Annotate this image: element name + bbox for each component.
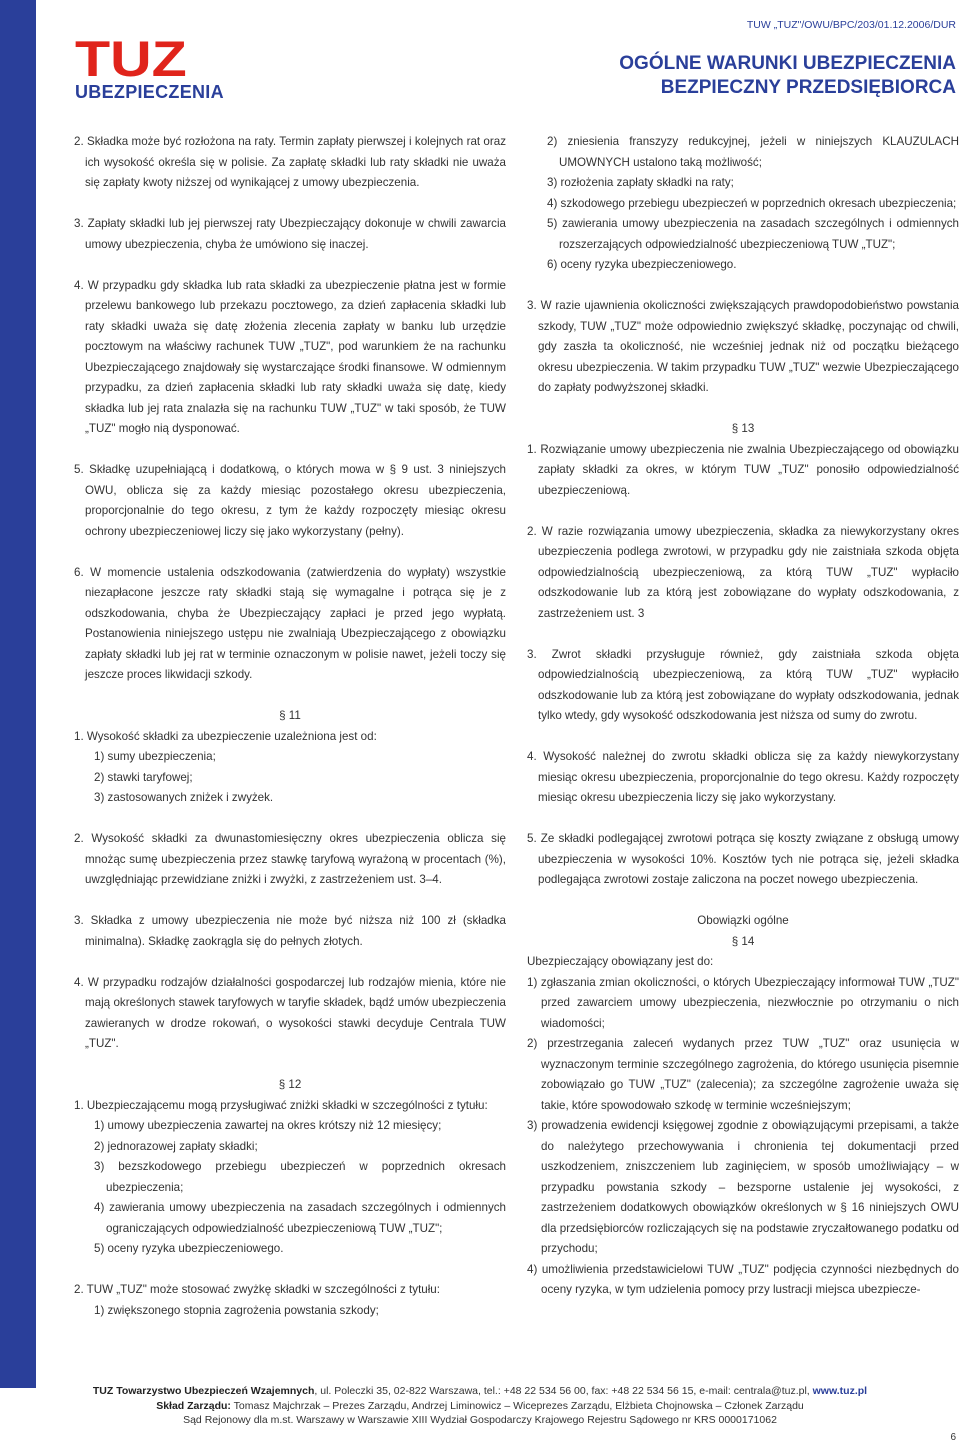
section-12-heading: § 12 (278, 1078, 302, 1091)
list-item: 4) zawierania umowy ubezpieczenia na zasadach szczególnych i odmiennych ograniczających odpowiedzialność ubezpieczeniową TUW „TUZ"; (94, 1201, 506, 1235)
footer-line-1 (0, 1384, 960, 1399)
s12-point-2: 2. TUW „TUZ" może stosować zwyżkę składki w szczególności z tytułu: (74, 1283, 440, 1296)
list-item: 1) zgłaszania zmian okoliczności, o których Ubezpieczający informował TUW „TUZ" przed zawarciem umowy ubezpieczenia, niezwłocznie po otrzymaniu o nich wiadomości; (527, 975, 959, 1030)
title-line-1: OGÓLNE WARUNKI UBEZPIECZENIA (619, 53, 956, 74)
tuz-logo (75, 31, 235, 104)
list-item: 1) umowy ubezpieczenia zawartej na okres krótszy niż 12 miesięcy; (94, 1119, 442, 1132)
s13-point-3: 3. Zwrot składki przysługuje również, gdy zaistniała szkoda objęta odpowiedzialnością ubezpieczeniową, za którą TUW „TUZ" wypłaciło odszkodowanie lub za którą jest zobowiązane do wypłaty odszkodowania, jednak tylko wtedy, gdy wysokość odszkodowania jest niższa od sumy do zwrotu. (527, 647, 959, 722)
right-column (527, 132, 959, 1301)
s13-point-1: 1. Rozwiązanie umowy ubezpieczenia nie zwalnia Ubezpieczającego od obowiązku zapłaty składki za okres, w którym TUW „TUZ" ponosiło odpowiedzialność ubezpieczeniową. (527, 442, 959, 497)
obligations-heading: Obowiązki ogólne (697, 914, 789, 927)
title-line-2: BEZPIECZNY PRZEDSIĘBIORCA (660, 77, 956, 98)
list-item: 1) zwiększonego stopnia zagrożenia powstania szkody; (94, 1303, 379, 1317)
list-item: 3) prowadzenia ewidencji księgowej zgodnie z obowiązującymi przepisami, a także do należytego przechowywania i chronienia tej dokumentacji przed uszkodzeniem, zniszczeniem lub zaginięciem, w sposób umożliwiający – w przypadku powstania szkody – bezsporne ustalenie jej wysokości, z zastrzeżeniem dodatkowych obowiązków określonych w § 16 niniejszych OWU dla przedsiębiorców rozliczających się na podstawie zryczałtowanego podatku od przychodu; (527, 1119, 959, 1255)
section-11-heading: § 11 (279, 709, 301, 722)
footer-board: Tomasz Majchrzak – Prezes Zarządu, Andrzej Liminowicz – Wiceprezes Zarządu, Elżbieta Chojnowska – Członek Zarządu (230, 1399, 804, 1412)
section-13-heading: § 13 (731, 422, 755, 435)
paragraph-2: 2. Składka może być rozłożona na raty. Termin zapłaty pierwszej i kolejnych rat oraz ich wysokość określa się w polisie. Za zapłatę składki lub raty składki nie uważa się zapłaty kwoty niższej od wynikającej z umowy ubezpieczenia. (74, 135, 506, 189)
list-item: 2) zniesienia franszyzy redukcyjnej, jeżeli w niniejszych KLAUZULACH UMOWNYCH ustalono taką możliwość; (547, 135, 959, 169)
s11-point-4: 4. W przypadku rodzajów działalności gospodarczej lub rodzajów mienia, które nie mają określonych stawek taryfowych w taryfie składek, bądź umów ubezpieczenia zawieranych w drodze rokowań, o wysokości stawki decyduje Centrala TUW „TUZ". (74, 975, 506, 1050)
list-item: 5) oceny ryzyka ubezpieczeniowego. (94, 1242, 284, 1255)
list-item: 3) zastosowanych zniżek i zwyżek. (94, 791, 274, 804)
s11-point-3: 3. Składka z umowy ubezpieczenia nie może być niższa niż 100 zł (składka minimalna). Składkę zaokrągla się do pełnych złotych. (74, 914, 506, 948)
section-14-heading: § 14 (731, 934, 755, 948)
footer-company: TUZ Towarzystwo Ubezpieczeń Wzajemnych (92, 1385, 315, 1397)
footer-court: Sąd Rejonowy dla m.st. Warszawy w Warszawie XIII Wydział Gospodarczy Krajowego Rejestru Sądowego nr KRS 0000171062 (183, 1414, 777, 1426)
footer-website-link[interactable]: www.tuz.pl (812, 1385, 868, 1397)
page-title (619, 52, 956, 100)
footer (0, 1384, 960, 1428)
list-item: 3) bezszkodowego przebiegu ubezpieczeń w poprzednich okresach ubezpieczenia; (94, 1160, 506, 1194)
list-item: 4) szkodowego przebiegu ubezpieczeń w poprzednich okresach ubezpieczenia; (547, 196, 957, 210)
footer-line-2 (0, 1399, 960, 1414)
paragraph-6: 6. W momencie ustalenia odszkodowania (zatwierdzenia do wypłaty) wszystkie niezapłacone jeszcze raty składki stają się wymagalne i potrąca się je z odszkodowania, chyba że Ubezpieczający zapłaci je przed jego wypłatą. Postanowienia niniejszego ustępu nie zwalniają Ubezpieczającego z obowiązku zapłaty składki lub jej rat w terminie oznaczonym w polisie nawet, jeżeli toczy się jeszcze proces likwidacji szkody. (74, 565, 506, 681)
logo-wordmark: TUZ (75, 31, 187, 87)
list-item: 1) sumy ubezpieczenia; (94, 750, 216, 763)
list-item: 2) jednorazowej zapłaty składki; (94, 1139, 258, 1153)
s13-point-2: 2. W razie rozwiązania umowy ubezpieczenia, składka za niewykorzystany okres ubezpieczenia podlega zwrotowi, w przypadku gdy nie zaistniała szkoda objęta odpowiedzialnością ubezpieczeniową, za którą TUW „TUZ" wypłaciło odszkodowanie lub za którą jest zobowiązane do wypłaty odszkodowania, z zastrzeżeniem ust. 3 (527, 524, 959, 620)
left-accent-bar (0, 0, 36, 1388)
list-item: 2) przestrzegania zaleceń wydanych przez TUW „TUZ" oraz usunięcia w wyznaczonym terminie szczególnego zagrożenia, do którego usunięcia pisemnie zobowiązało go TUW „TUZ" (zalecenia); za szczególne zagrożenie uważa się takie, które spowodowało szkodę w terminie wcześniejszym; (527, 1037, 959, 1112)
s11-point-1: 1. Wysokość składki za ubezpieczenie uzależniona jest od: (74, 729, 377, 743)
list-item: 3) rozłożenia zapłaty składki na raty; (547, 176, 734, 189)
s12-point-3: 3. W razie ujawnienia okoliczności zwiększających prawdopodobieństwo powstania szkody, TUW „TUZ" może odpowiednio zwiększyć składkę, poczynając od chwili, gdy zaszła ta okoliczność, nie wcześniej jednak niż od początku bieżącego okresu ubezpieczenia. W takim przypadku TUW „TUZ" wezwie Ubezpieczającego do zapłaty podwyższonej składki. (527, 299, 959, 394)
s12-point-1: 1. Ubezpieczającemu mogą przysługiwać zniżki składki w szczególności z tytułu: (74, 1098, 488, 1112)
footer-address: , ul. Poleczki 35, 02-822 Warszawa, tel.: +48 22 534 56 00, fax: +48 22 534 56 15, e-mail: centrala@tuz.pl, (314, 1385, 813, 1397)
list-item: 5) zawierania umowy ubezpieczenia na zasadach szczególnych i odmiennych rozszerzających odpowiedzialność ubezpieczeniową TUW „TUZ"; (547, 217, 959, 251)
left-column (74, 132, 506, 1321)
s13-point-4: 4. Wysokość należnej do zwrotu składki oblicza się za każdy niewykorzystany miesiąc okresu ubezpieczenia, proporcjonalnie do tego okresu. Każdy rozpoczęty miesiąc okresu ubezpieczenia liczy się jako wykorzystany. (527, 750, 959, 804)
s13-point-5: 5. Ze składki podlegającej zwrotowi potrąca się koszty związane z obsługą umowy ubezpieczenia w wysokości 10%. Kosztów tych nie potrąca się, jeżeli składka podlegająca zwrotowi zostaje zaliczona na poczet nowego ubezpieczenia. (527, 832, 959, 886)
list-item: 4) umożliwienia przedstawicielowi TUW „TUZ" podjęcia czynności niezbędnych do oceny ryzyka, w tym udzielenia pomocy przy lustracji miejsca ubezpiecze- (527, 1262, 959, 1296)
paragraph-5: 5. Składkę uzupełniającą i dodatkową, o których mowa w § 9 ust. 3 niniejszych OWU, oblicza się za każdy miesiąc pozostałego okresu ubezpieczenia, proporcjonalnie do tego okresu, z tym że każdy rozpoczęty miesiąc okresu ochrony ubezpieczeniowej liczy się jako wykorzystany (pełny). (74, 463, 506, 538)
logo-subtitle: UBEZPIECZENIA (75, 82, 224, 102)
s14-lead: Ubezpieczający obowiązany jest do: (527, 955, 714, 968)
footer-board-label: Skład Zarządu: (156, 1399, 231, 1412)
s11-point-2: 2. Wysokość składki za dwunastomiesięczny okres ubezpieczenia oblicza się mnożąc sumę ubezpieczenia przez stawkę taryfową wyrażoną w procentach (%), uwzględniając przewidziane zniżki i zwyżki, z zastrzeżeniem ust. 3–4. (74, 832, 506, 886)
list-item: 2) stawki taryfowej; (94, 770, 193, 784)
list-item: 6) oceny ryzyka ubezpieczeniowego. (547, 258, 737, 271)
paragraph-4: 4. W przypadku gdy składka lub rata składki za ubezpieczenie płatna jest w formie przelewu bankowego lub przekazu pocztowego, za dzień zapłacenia składki lub raty składki uważa się datę złożenia zlecenia zapłaty w banku lub urzędzie pocztowym na właściwy rachunek TUW „TUZ", pod warunkiem że na rachunku Ubezpieczającego znajdowały się wystarczające środki finansowe. W odmiennym przypadku, za dzień zapłacenia składki lub raty składki uważa się datę, kiedy składka lub jej rata znalazła się na rachunku TUW „TUZ" w taki sposób, że TUW „TUZ" mogło nią dysponować. (74, 278, 506, 435)
paragraph-3: 3. Zapłaty składki lub jej pierwszej raty Ubezpieczający dokonuje w chwili zawarcia umowy ubezpieczenia, chyba że umówiono się inaczej. (74, 217, 506, 251)
document-reference: TUW „TUZ"/OWU/BPC/203/01.12.2006/DUR (746, 19, 956, 31)
page-number: 6 (950, 1432, 956, 1443)
